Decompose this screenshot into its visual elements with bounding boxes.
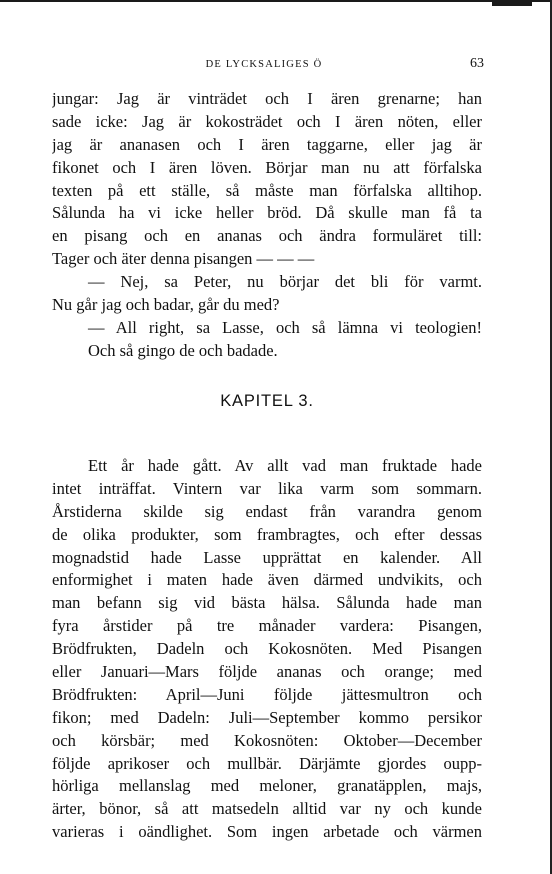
- text-line: jungar: Jag är vinträdet och I ären grenarne; han: [52, 89, 482, 108]
- dialogue-line: Nu går jag och badar, går du med?: [52, 295, 280, 315]
- text-line: eller Januari—Mars följde ananas och orange; med: [52, 662, 482, 682]
- chapter-heading: KAPITEL 3.: [220, 392, 314, 410]
- text-block-opening: [52, 88, 482, 363]
- text-line: Tager och äter denna pisangen — — —: [52, 249, 315, 269]
- running-header: [52, 56, 484, 76]
- text-line: sade icke: Jag är kokosträdet och I ären nöten, eller: [52, 111, 482, 131]
- text-line: fikon; med Dadeln: Juli—September kommo persikor: [52, 707, 482, 727]
- text-block-chapter-3: [52, 455, 482, 844]
- text-line: intet inträffat. Vintern var lika varm som sommarn.: [52, 478, 482, 498]
- text-line: följde aprikoser och mullbär. Därjämte gjordes oupp-: [52, 753, 482, 773]
- text-line: fikonet och I ären löven. Börjar man nu att förfalska: [52, 157, 482, 177]
- text-line: ärter, bönor, så att matsedeln alltid var ny och kunde: [52, 799, 482, 819]
- page-top-edge: [0, 0, 552, 2]
- running-title: DE LYCKSALIGES Ö: [205, 59, 323, 70]
- text-line: Ett år hade gått. Av allt vad man fruktade hade: [88, 456, 482, 475]
- text-line: texten på ett ställe, så måste man förfalska alltihop.: [52, 180, 482, 200]
- text-line: Brödfrukten: April—Juni följde jättesmultron och: [52, 684, 482, 704]
- text-line: Årstiderna skilde sig endast från varandra genom: [52, 501, 482, 521]
- text-line: fyra årstider på tre månader vardera: Pisangen,: [52, 616, 482, 636]
- page-corner-mark: [492, 0, 532, 6]
- text-line: Sålunda ha vi icke heller bröd. Då skulle man få ta: [52, 203, 482, 223]
- page-number: 63: [470, 56, 484, 71]
- text-line: enformighet i maten hade även därmed undvikits, och: [52, 570, 482, 590]
- text-line: mognadstid hade Lasse upprättat en kalender. All: [52, 547, 482, 567]
- text-line: jag är ananasen och I ären taggarne, eller jag är: [52, 134, 482, 154]
- text-line: en pisang och en ananas och ändra formuläret till:: [52, 226, 482, 246]
- dialogue-line: — All right, sa Lasse, och så lämna vi teologien!: [88, 317, 482, 337]
- text-line: Och så gingo de och badade.: [88, 340, 278, 360]
- text-line: hörliga mellanslag med meloner, granatäpplen, majs,: [52, 776, 482, 796]
- text-line: varieras i oändlighet. Som ingen arbetade och värmen: [52, 822, 482, 842]
- text-line: och körsbär; med Kokosnöten: Oktober—December: [52, 730, 482, 750]
- text-line: de olika produkter, som frambragtes, och efter dessas: [52, 524, 482, 544]
- dialogue-line: — Nej, sa Peter, nu börjar det bli för varmt.: [88, 272, 482, 292]
- text-line: Brödfrukten, Dadeln och Kokosnöten. Med Pisangen: [52, 639, 482, 659]
- text-line: man befann sig vid bästa hälsa. Sålunda hade man: [52, 593, 482, 613]
